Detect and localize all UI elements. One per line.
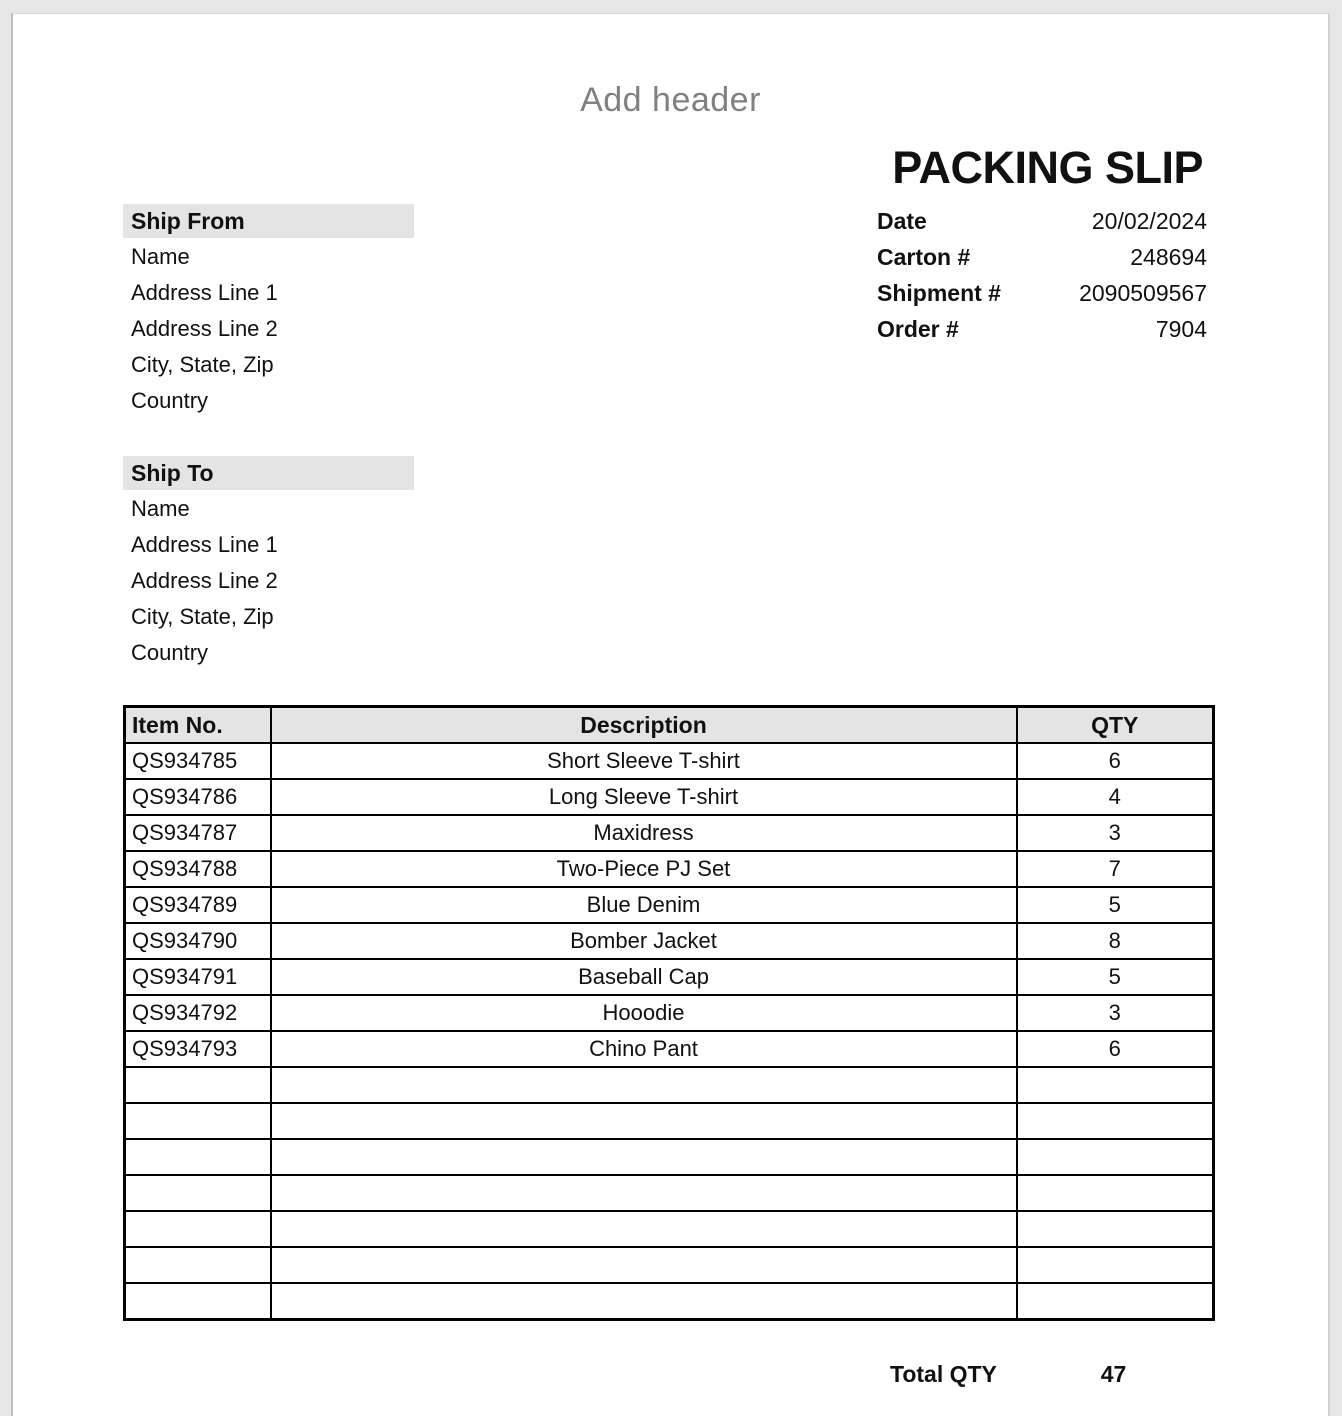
table-row (125, 1031, 1214, 1067)
item-no-cell[interactable]: QS934785 (125, 743, 271, 779)
item-no-cell[interactable]: QS934793 (125, 1031, 271, 1067)
qty-cell[interactable]: 5 (1017, 887, 1214, 923)
carton-value: 248694 (1130, 244, 1207, 270)
ship-to-address2: Address Line 2 (131, 568, 278, 593)
order-label: Order # (877, 316, 959, 342)
qty-cell[interactable]: 4 (1017, 779, 1214, 815)
item-no-header: Item No. (125, 707, 271, 744)
item-no-cell[interactable]: QS934787 (125, 815, 271, 851)
table-row (125, 743, 1214, 779)
qty-cell[interactable] (1017, 1283, 1214, 1320)
ship-to-heading: Ship To (123, 456, 414, 490)
ship-from-address1: Address Line 1 (131, 280, 278, 305)
table-header-row (125, 707, 1214, 744)
description-cell[interactable] (271, 1139, 1017, 1175)
item-no-cell[interactable] (125, 1247, 271, 1283)
description-cell[interactable] (271, 1067, 1017, 1103)
description-cell[interactable] (271, 1283, 1017, 1320)
qty-cell[interactable] (1017, 1067, 1214, 1103)
qty-cell[interactable]: 3 (1017, 815, 1214, 851)
item-no-cell[interactable] (125, 1175, 271, 1211)
description-cell[interactable]: Hooodie (271, 995, 1017, 1031)
qty-header: QTY (1017, 707, 1214, 744)
detail-row-carton (877, 239, 1207, 275)
ship-to-address1: Address Line 1 (131, 532, 278, 557)
ship-to-city: City, State, Zip (131, 604, 274, 629)
description-cell[interactable]: Blue Denim (271, 887, 1017, 923)
empty-table-row (125, 1283, 1214, 1320)
carton-label: Carton # (877, 244, 971, 270)
table-row (125, 887, 1214, 923)
date-label: Date (877, 208, 927, 234)
empty-table-row (125, 1139, 1214, 1175)
qty-cell[interactable]: 8 (1017, 923, 1214, 959)
order-value: 7904 (1155, 316, 1207, 342)
ship-from-heading: Ship From (123, 204, 414, 238)
qty-cell[interactable] (1017, 1247, 1214, 1283)
ship-from-name: Name (131, 244, 190, 269)
ship-to-section (123, 456, 414, 671)
table-row (125, 815, 1214, 851)
qty-cell[interactable]: 6 (1017, 743, 1214, 779)
ship-from-country: Country (131, 388, 209, 413)
description-cell[interactable]: Long Sleeve T-shirt (271, 779, 1017, 815)
page (11, 13, 1330, 1416)
ship-from-address2: Address Line 2 (131, 316, 278, 341)
ship-to-country: Country (131, 640, 209, 665)
qty-cell[interactable]: 5 (1017, 959, 1214, 995)
description-cell[interactable] (271, 1175, 1017, 1211)
table-row (125, 995, 1214, 1031)
date-value: 20/02/2024 (1091, 208, 1207, 234)
item-no-cell[interactable]: QS934792 (125, 995, 271, 1031)
shipment-label: Shipment # (877, 280, 1001, 306)
item-no-cell[interactable]: QS934788 (125, 851, 271, 887)
item-no-cell[interactable] (125, 1139, 271, 1175)
qty-cell[interactable] (1017, 1103, 1214, 1139)
description-cell[interactable]: Baseball Cap (271, 959, 1017, 995)
description-cell[interactable] (271, 1103, 1017, 1139)
qty-cell[interactable] (1017, 1139, 1214, 1175)
item-no-cell[interactable]: QS934786 (125, 779, 271, 815)
items-tbody (125, 743, 1214, 1320)
description-cell[interactable]: Short Sleeve T-shirt (271, 743, 1017, 779)
table-row (125, 959, 1214, 995)
qty-cell[interactable] (1017, 1175, 1214, 1211)
item-no-cell[interactable] (125, 1067, 271, 1103)
ship-from-city: City, State, Zip (131, 352, 274, 377)
table-row (125, 923, 1214, 959)
item-no-cell[interactable] (125, 1211, 271, 1247)
detail-row-order (877, 311, 1207, 347)
detail-row-shipment (877, 275, 1207, 311)
item-no-cell[interactable] (125, 1103, 271, 1139)
shipment-value: 2090509567 (1079, 280, 1207, 306)
qty-cell[interactable]: 7 (1017, 851, 1214, 887)
ship-from-section (123, 204, 414, 419)
item-no-cell[interactable]: QS934789 (125, 887, 271, 923)
empty-table-row (125, 1175, 1214, 1211)
table-row (125, 851, 1214, 887)
description-cell[interactable] (271, 1247, 1017, 1283)
description-cell[interactable]: Chino Pant (271, 1031, 1017, 1067)
description-cell[interactable]: Maxidress (271, 815, 1017, 851)
empty-table-row (125, 1103, 1214, 1139)
document-title: PACKING SLIP (892, 142, 1203, 193)
empty-table-row (125, 1067, 1214, 1103)
item-no-cell[interactable]: QS934791 (125, 959, 271, 995)
table-row (125, 779, 1214, 815)
item-no-cell[interactable]: QS934790 (125, 923, 271, 959)
qty-cell[interactable]: 6 (1017, 1031, 1214, 1067)
total-qty-label: Total QTY (890, 1361, 997, 1387)
detail-row-date (877, 203, 1207, 239)
qty-cell[interactable] (1017, 1211, 1214, 1247)
ship-to-name: Name (131, 496, 190, 521)
item-no-cell[interactable] (125, 1283, 271, 1320)
description-cell[interactable]: Bomber Jacket (271, 923, 1017, 959)
empty-table-row (125, 1247, 1214, 1283)
items-table (123, 705, 1215, 1321)
description-cell[interactable] (271, 1211, 1017, 1247)
shipment-details (877, 203, 1207, 347)
description-cell[interactable]: Two-Piece PJ Set (271, 851, 1017, 887)
empty-table-row (125, 1211, 1214, 1247)
description-header: Description (271, 707, 1017, 744)
qty-cell[interactable]: 3 (1017, 995, 1214, 1031)
add-header-placeholder[interactable]: Add header (580, 81, 761, 119)
total-qty-value: 47 (1100, 1361, 1127, 1387)
